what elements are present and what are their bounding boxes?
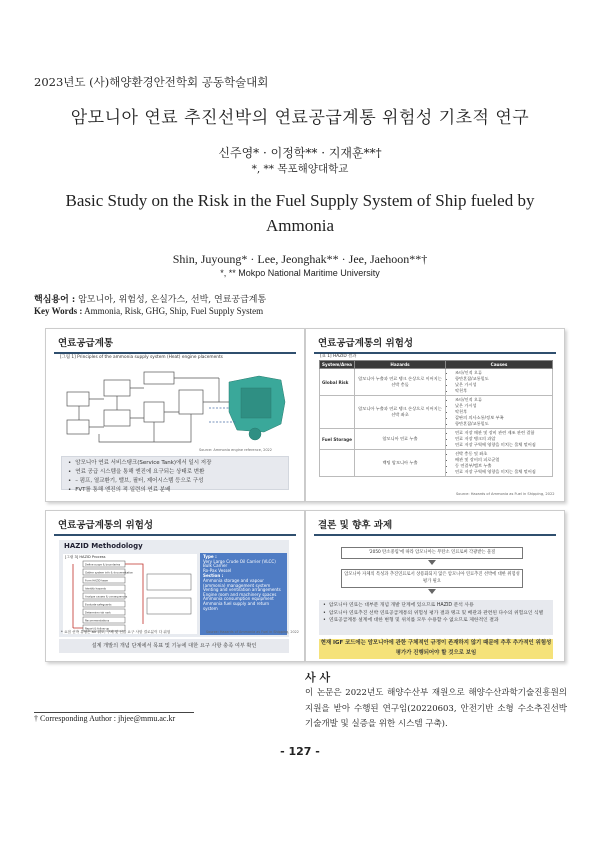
flow-step: Define scope & boundaries (85, 563, 121, 567)
types-label: Type : (203, 554, 217, 559)
hazid-flow-svg (63, 554, 197, 634)
cause-item: • 항만혼잡/교통밀도 (455, 421, 550, 427)
design-check-box: 설계 개발의 개념 단계에서 목표 및 기능에 대한 요구 사항 충족 여부 확인 (59, 639, 289, 653)
cause-item: • 조타/인적 오류 (455, 397, 550, 403)
type-item: Bulk Carrier (203, 563, 228, 569)
result-item: • 연료공급계통 설계에 대한 변형 및 위치를 모두 수용할 수 없으므로 제한적인 결과 (323, 617, 549, 625)
page-number: - 127 - (280, 745, 320, 758)
table-row (320, 429, 553, 450)
result-item: • 암모니아 연료추진 선박 연료공급계통의 위험성 평가 결과 탱크 및 배관과 관련된 다수의 위험요인 식별 (323, 610, 549, 618)
area-cell: Fuel Storage (320, 429, 355, 450)
bullet-item: • – 펌프, 열교환기, 밸브, 필터, 제어시스템 등으로 구성 (68, 477, 288, 486)
hazard-cell: 암모니아 누출과 연료 탱크 손상으로 이어지는 선박 좌초 (355, 396, 446, 429)
figure-caption: [그림 1] Principles of the ammonia supply system (Heat) engine placements (60, 355, 223, 360)
hazid-box (59, 540, 289, 637)
cause-item: • 배관 및 장비의 피로균열 (455, 457, 550, 463)
cause-item: • 연료 저장 구역에 영향을 미치는 물체 떨어짐 (455, 442, 550, 448)
cause-item: • 선박 충동 및 좌초 (455, 451, 550, 457)
cause-item: • 낮은 가시성 (455, 382, 550, 388)
panel-heading: 연료공급계통 (58, 338, 114, 349)
cause-item: • 악천후 (455, 409, 550, 415)
bullet-item: • 암모니아 연료 서비스탱크(Service Tank)에서 일시 저장 (68, 459, 288, 468)
cause-item: • 조타/인적 오류 (455, 370, 550, 376)
conference-name: 2023년도 (사)해양환경안전학회 공동학술대회 (34, 75, 269, 89)
authors-english: Shin, Juyoung* · Lee, Jeonghak** · Jee, Jaehoon**† (172, 252, 428, 266)
column-header: Hazards (355, 361, 446, 369)
figure-source: Source: Ammonia engine reference, 2022 (199, 448, 273, 452)
conclusion-highlight: 현재 IGF 코드에는 암모니아에 관한 구체적인 규정이 존재하지 않기 때문에 추후 추가적인 위험성 평가가 진행되어야 할 것으로 보임 (319, 639, 553, 659)
panel-heading: 연료공급계통의 위험성 (318, 338, 414, 349)
title-english: Basic Study on the Risk in the Fuel Supply System of Ship fueled by Ammonia (65, 191, 535, 235)
bullet-item: • 연료 공급 시스템을 통해 엔진에 요구되는 상태로 변환 (68, 468, 288, 477)
flow-step: Gather system info & documentation (85, 571, 134, 575)
area-cell (320, 450, 355, 477)
flow-step: Determine risk rank (85, 611, 111, 615)
affiliation-korean: *, ** 목포해양대학교 (251, 163, 349, 175)
hazid-footnote: * 요점 선박 유형은 air 위도, 구체 및 선급 요구 사항 결로분이 다 위험 (61, 630, 171, 634)
arrow-down-icon (428, 589, 436, 594)
cause-item: • 연료 저장 탱크의 과압 (455, 436, 550, 442)
table-row (320, 369, 553, 396)
footnote-rule (34, 712, 194, 713)
flow-step: Recommendations (85, 619, 110, 623)
results-box (319, 600, 553, 635)
fuel-supply-diagram (59, 362, 289, 454)
causes-cell (446, 396, 553, 429)
types-sections-box (200, 553, 287, 635)
flow-box-1: '2050 탄소중립'에 따라 암모니아는 무탄소 연료로써 각광받는 물질 (341, 547, 523, 559)
heading-rule (314, 534, 556, 536)
panel-conclusion (305, 510, 565, 662)
flow-box-2: 암모니아 자체의 특성과 추진연료로서 상용화되지 않은 암모니아 연료추진 선박에 대한 위험성 평가 필요 (341, 569, 523, 588)
cause-item: • 낮은 가시성 (455, 403, 550, 409)
bullet-box (61, 456, 289, 493)
acknowledgement-body: 이 논문은 2022년도 해양수산부 재원으로 해양수산과학기술진흥원의 지원을 받아 수행된 연구임(20220603, 안전기반 소형 수소추진선박 기술개발 및 실증을 위한 시스템 구축). (305, 688, 567, 729)
panel-heading: 연료공급계통의 위험성 (58, 520, 154, 531)
panel-hazid-method (45, 510, 305, 662)
flow-step: Evaluate safeguards (85, 603, 112, 607)
cause-item: • 항만혼잡/교통밀도 (455, 376, 550, 382)
panel-fuel-supply-risk (305, 328, 565, 502)
title-korean: 암모니아 연료 추진선박의 연료공급계통 위험성 기초적 연구 (70, 108, 530, 128)
keywords-english-text: Ammonia, Risk, GHG, Ship, Fuel Supply System (84, 306, 264, 316)
column-header: System/Area (320, 361, 355, 369)
hazid-table (319, 360, 553, 477)
section-item: Venting and ventilation arrangements (203, 587, 281, 593)
flow-step: Identify hazards (85, 587, 106, 591)
cause-item: • 동 연결부/밸브 누출 (455, 463, 550, 469)
table-caption: [표 1] HAZID 결과 (320, 354, 357, 359)
acknowledgement-title: 사 사 (305, 671, 331, 684)
hazid-source: Source: Hazards of Ammonia as Fuel in Shipping, 2022 (206, 630, 299, 634)
section-item: Ammonia fuel supply and return system (203, 600, 270, 611)
hazid-title: HAZID Methodology (64, 542, 143, 550)
affiliation-english: *, ** Mokpo National Maritime University (220, 268, 380, 278)
cause-item: • 연료 저장 구역에 영향을 미치는 물체 떨어짐 (455, 469, 550, 475)
hazard-cell: 암모니아 연료 누출 (355, 429, 446, 450)
cause-item: • 갑판의 의사소통/정보 부족 (455, 415, 550, 421)
panel-heading: 결론 및 향후 과제 (318, 520, 393, 531)
section-item: Ammonia storage and vapour (ammonia) management system (203, 577, 271, 588)
result-item: • 암모니아 연료는 대부분 개념 개발 단계에 있으므로 HAZID 분석 사용 (323, 602, 549, 610)
causes-cell (446, 429, 553, 450)
hazard-cell: 벡팅 암모니아 누출 (355, 450, 446, 477)
area-cell (320, 396, 355, 429)
hazard-cell: 암모니아 누출과 연료 탱크 손상으로 이어지는 선박 충돌 (355, 369, 446, 396)
keywords-english-label: Key Words : (34, 306, 83, 316)
type-item: Very Large Crude Oil Carrier (VLCC) (203, 558, 276, 564)
bullet-item: • FVT를 통해 엔진의 적 일련의 연료 분배 (68, 486, 288, 495)
area-cell: Global Risk (320, 369, 355, 396)
section-item: Ammonia consumption equipment (203, 596, 274, 602)
hazid-subcaption: [그림 3] HAZID Process (65, 555, 106, 559)
flow-step: Analyze causes & consequences (85, 595, 128, 599)
corresponding-author: † Corresponding Author : jhjee@mmu.ac.kr (34, 714, 176, 723)
table-source: Source: Hazards of Ammonia as Fuel in Shipping, 2022 (456, 492, 555, 496)
section-item: Engine room and machinery spaces (203, 591, 277, 597)
authors-korean: 신주영* · 이정학** · 지재훈**† (218, 146, 382, 160)
cause-item: • 악천후 (455, 388, 550, 394)
flow-step: Report & follow-up (85, 627, 110, 631)
keywords-korean (34, 292, 266, 305)
panel-fuel-supply-system (45, 328, 305, 502)
arrow-down-icon (428, 560, 436, 565)
table-row (320, 396, 553, 429)
table-row (320, 450, 553, 477)
column-header: Causes (446, 361, 553, 369)
type-item: Ro-Pax Vessel (203, 567, 232, 573)
keywords-korean-label: 핵심용어 : (34, 295, 76, 305)
causes-cell (446, 450, 553, 477)
keywords-korean-text: 암모니아, 위험성, 온실가스, 선박, 연료공급계통 (78, 295, 267, 305)
hazid-flowchart (63, 554, 197, 634)
heading-rule (54, 534, 296, 536)
keywords-english (34, 306, 263, 316)
cause-item: • 연료 저장 매관 및 장비 관련 제조 관련 결함 (455, 430, 550, 436)
sections-label: Section : (203, 573, 224, 579)
causes-cell (446, 369, 553, 396)
flow-step: Form HAZID team (85, 579, 109, 583)
